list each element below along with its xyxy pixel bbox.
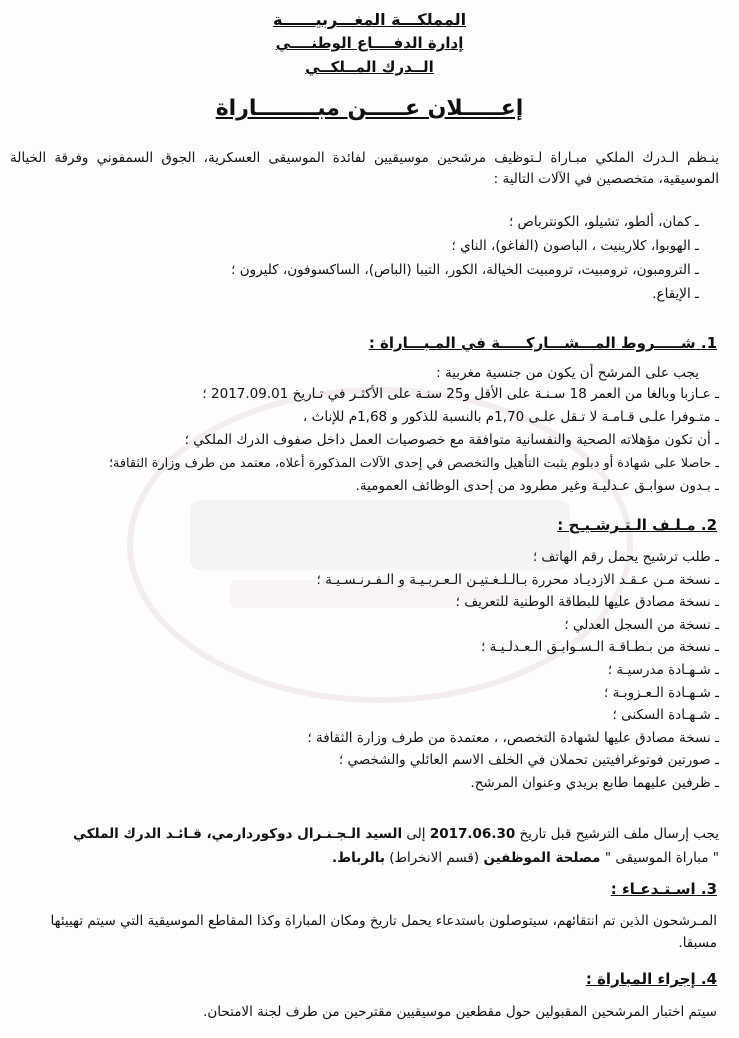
list-item: ـ نسخة مصادق عليها للبطاقة الوطنية للتعريف ؛ [455, 594, 719, 611]
section-number: 1. [700, 334, 717, 352]
sending-line-1 [20, 822, 719, 846]
conditions-intro: يجب على المرشح أن يكون من جنسية مغربية : [436, 365, 699, 381]
list-item: ـ الترومبون، ترومبيت، ترومبيت الخيالة، الكور، التيبا (الباص)، الساكسوفون، كليرون ؛ [231, 262, 699, 278]
section-heading-convocation [611, 880, 717, 898]
instruments-list [80, 210, 699, 306]
service-department: (قسم الانخراط) [389, 850, 480, 866]
convocation-paragraph: المـرشحون الذين تم انتقائهم، سيتوصلون باستدعاء يحمل تاريخ ومكان المباراة وكذا المقاطع الموسيقية التي سيتم تهييئها مسبقا. [50, 913, 717, 951]
service-name: مصلحة الموظفين [483, 850, 601, 866]
list-item: ـ نسخة مـن عـقـد الازديـاد محررة بـالـلـغـتيـن الـعـربـيـة و الـفـرنـسـيـة ؛ [316, 571, 719, 588]
header-defense-administration: إدارة الدفــــاع الوطنــــي [275, 34, 464, 52]
sending-text: يجب إرسال ملف الترشيح قبل تاريخ [519, 826, 719, 842]
list-item: ـ طلب ترشيح يحمل رقم الهاتف ؛ [532, 549, 719, 565]
section-heading-application-file [557, 516, 717, 534]
section-number: 4. [700, 970, 717, 988]
section-title: إجراء المباراة : [585, 970, 696, 988]
section-title: اسـتـدعـاء : [610, 880, 696, 898]
list-item: ـ الإيقاع. [652, 286, 699, 302]
city: بالرباط. [332, 850, 385, 866]
list-item: ـ الهوبوا، كلارينيت ، الباصون (الفاغو)، الناي ؛ [451, 238, 699, 254]
list-item: ـ أن تكون مؤهلاته الصحية والنفسانية متوافقة مع خصوصيات العمل داخل صفوف الدرك الملكي ؛ [184, 432, 719, 448]
list-item: ـ نسخة من بـطـاقـة الـسـوابـق الـعـدلـيـة ؛ [481, 639, 719, 656]
page-title: إعـــــلان عـــــن مبــــــــاراة [215, 96, 524, 121]
recipient: السيد الـجـنـرال دوكوردارمي، قـائـد الدرك الملكي [73, 826, 403, 842]
intro-paragraph: ينـظم الـدرك الملكي مبـاراة لـتوظيف مرشحين موسيقيين لفائدة الموسيقى العسكرية، الجوق السمفوني وفرقة الخيالة الموسيقية، متخصصين في الآلات التالية : [10, 150, 719, 187]
sending-text: " مباراة الموسيقى " [604, 850, 719, 866]
header-royal-gendarmerie: الــدرك المــلكــي [305, 58, 434, 76]
section-number: 2. [700, 516, 717, 534]
sending-text: إلى [406, 826, 426, 842]
list-item: ـ صورتين فوتوغرافيتين تحملان في الخلف الاسم العائلي والشخصي ؛ [338, 752, 719, 769]
sending-line-2 [20, 846, 719, 870]
section-heading-conditions [369, 334, 717, 352]
list-item: ـ نسخة مصادق عليها لشهادة التخصص، ، معتمدة من طرف وزارة الثقافة ؛ [307, 729, 719, 746]
deadline-date: 2017.06.30 [429, 826, 516, 842]
section-title: شـــــروط المـــشـــاركـــــة في المـبـــاراة : [368, 334, 696, 352]
list-item: ـ ظرفين عليهما طابع بريدي وعنوان المرشح. [470, 774, 719, 791]
documents-list [40, 546, 719, 795]
list-item: ـ شـهـادة الـعـزوبـة ؛ [604, 684, 719, 701]
section-title: مـلـف الـتـرشـيـح : [557, 516, 696, 534]
header-kingdom: المملكـــة المغـــربيــــــة [272, 10, 467, 29]
section-heading-exam [586, 970, 717, 988]
list-item: ـ متـوفرا علـى قـامـة لا تـقل علـى 1,70م بالنسبة للذكور و 1,68م للإناث ، [303, 409, 719, 425]
conditions-list [6, 383, 719, 498]
list-item: ـ حاصلا على شهادة أو دبلوم يثبت التأهيل والتخصص في إحدى الآلات المذكورة أعلاه، معتمد من طرف وزارة الثقافة؛ [108, 456, 719, 471]
list-item: ـ شـهـادة مدرسيـة ؛ [607, 661, 719, 678]
list-item: ـ نسخة من السجل العدلي ؛ [564, 616, 719, 633]
exam-paragraph: سيتم اختبار المرشحين المقبولين حول مقطعين موسيقيين مقترحين من طرف لجنة الامتحان. [203, 1004, 717, 1020]
list-item: ـ كمان، ألطو، تشيلو، الكونترباص ؛ [508, 214, 699, 230]
section-number: 3. [700, 880, 717, 898]
list-item: ـ شـهـادة السكنى ؛ [612, 707, 719, 724]
list-item: ـ عـازبا وبالغا من العمر 18 سـنـة على الأقل و25 سنـة على الأكثـر في تـاريخ 2017.09.01 ؛ [202, 386, 719, 402]
sending-instructions [20, 822, 719, 870]
list-item: ـ بـدون سوابـق عـدليـة وغير مطرود من إحدى الوظائف العمومية. [355, 478, 719, 494]
